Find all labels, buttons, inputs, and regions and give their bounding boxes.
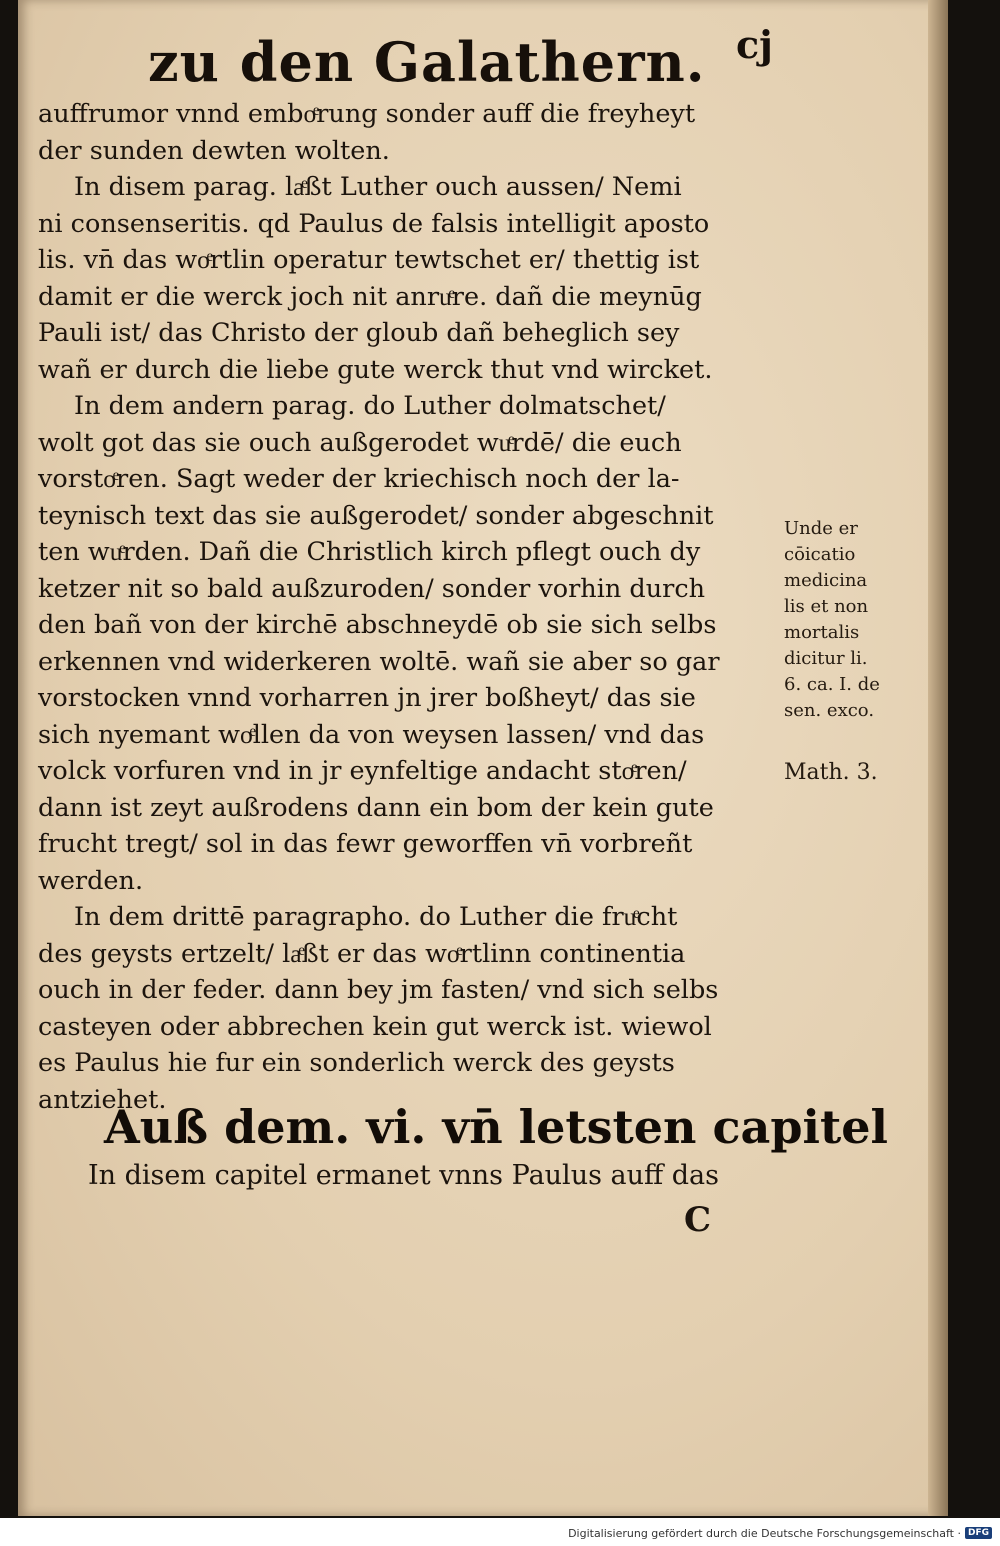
marginal-note-line: mortalis: [784, 622, 860, 643]
text-line: ouch in der feder. dann bey jm fasten/ vnd sich selbs: [38, 975, 719, 1005]
folio-number: cj: [736, 22, 773, 67]
text-line: In disem parag. laͤßt Luther ouch aussen/ Nemi: [74, 172, 682, 202]
text-line: ketzer nit so bald außzuroden/ sonder vorhin durch: [38, 573, 706, 604]
footer-credit: [568, 1524, 992, 1542]
chapter-first-line: In disem capitel ermanet vnns Paulus auff das: [88, 1160, 720, 1191]
text-line: ten wuͤrden. Dañ die Christlich kirch pflegt ouch dy: [38, 537, 701, 567]
text-line: auffrumor vnnd emboͤrung sonder auff die freyheyt: [38, 99, 696, 129]
text-line: des geysts ertzelt/ laͤßt er das woͤrtlinn continentia: [38, 938, 686, 969]
text-line: der sunden dewten wolten.: [38, 135, 390, 166]
footer-text: Digitalisierung gefördert durch die Deutsche Forschungsgemeinschaft ·: [568, 1526, 961, 1540]
text-line: frucht tregt/ sol in das fewr geworffen vn̄ vorbreñt: [38, 829, 693, 859]
text-line: teynisch text das sie außgerodet/ sonder abgeschnit: [38, 500, 714, 531]
dfg-logo: DFG: [965, 1527, 992, 1539]
book-page: [18, 0, 948, 1516]
text-line: casteyen oder abbrechen kein gut werck ist. wiewol: [38, 1011, 712, 1042]
text-line: den bañ von der kirchē abschneydē ob sie sich selbs: [38, 610, 717, 640]
body-text: [38, 96, 786, 1118]
running-head: zu den Galathern.: [148, 30, 706, 94]
text-line: In dem andern parag. do Luther dolmatschet/: [74, 391, 666, 421]
marginal-note-line: sen. exco.: [784, 700, 875, 721]
text-line: dann ist zeyt außrodens dann ein bom der kein gute: [38, 792, 714, 823]
catchword: C: [684, 1200, 712, 1240]
text-line: damit er die werck joch nit anruͤre. dañ die meynūg: [38, 281, 702, 312]
marginal-note-line: cōicatio: [784, 544, 856, 565]
text-line: lis. vn̄ das woͤrtlin operatur tewtschet er/ thettig ist: [38, 245, 700, 275]
text-line: Pauli ist/ das Christo der gloub dañ beheglich sey: [38, 318, 680, 348]
text-line: es Paulus hie fur ein sonderlich werck des geysts: [38, 1048, 675, 1078]
marginal-note-line: medicina: [784, 570, 868, 591]
page-edge: [928, 0, 948, 1516]
text-line: In dem drittē paragrapho. do Luther die fruͤcht: [74, 902, 678, 932]
text-line: vorstoͤren. Sagt weder der kriechisch noch der la-: [38, 464, 680, 494]
marginal-note-line: Unde er: [784, 518, 858, 539]
text-line: erkennen vnd widerkeren woltē. wañ sie aber so gar: [38, 646, 720, 677]
text-line: sich nyemant woͤllen da von weysen lassen/ vnd das: [38, 719, 705, 750]
text-line: antziehet.: [38, 1084, 167, 1115]
marginal-reference: Math. 3.: [784, 760, 878, 785]
text-line: ni consenseritis. qd Paulus de falsis intelligit aposto: [38, 208, 710, 239]
text-line: volck vorfuren vnd in jr eynfeltige andacht stoͤren/: [38, 756, 687, 786]
text-line: vorstocken vnnd vorharren jn jrer boßheyt/ das sie: [38, 683, 696, 713]
marginal-note: [784, 516, 934, 724]
text-line: wolt got das sie ouch außgerodet wuͤrdē/ die euch: [38, 427, 682, 458]
text-line: wañ er durch die liebe gute werck thut vnd wircket.: [38, 354, 713, 385]
text-line: werden.: [38, 865, 144, 896]
marginal-note-line: 6. ca. I. de: [784, 674, 880, 695]
marginal-note-line: lis et non: [784, 596, 869, 617]
marginal-note-line: dicitur li.: [784, 648, 868, 669]
chapter-heading: Auß dem. vi. vn̄ letsten capitel: [104, 1100, 888, 1154]
